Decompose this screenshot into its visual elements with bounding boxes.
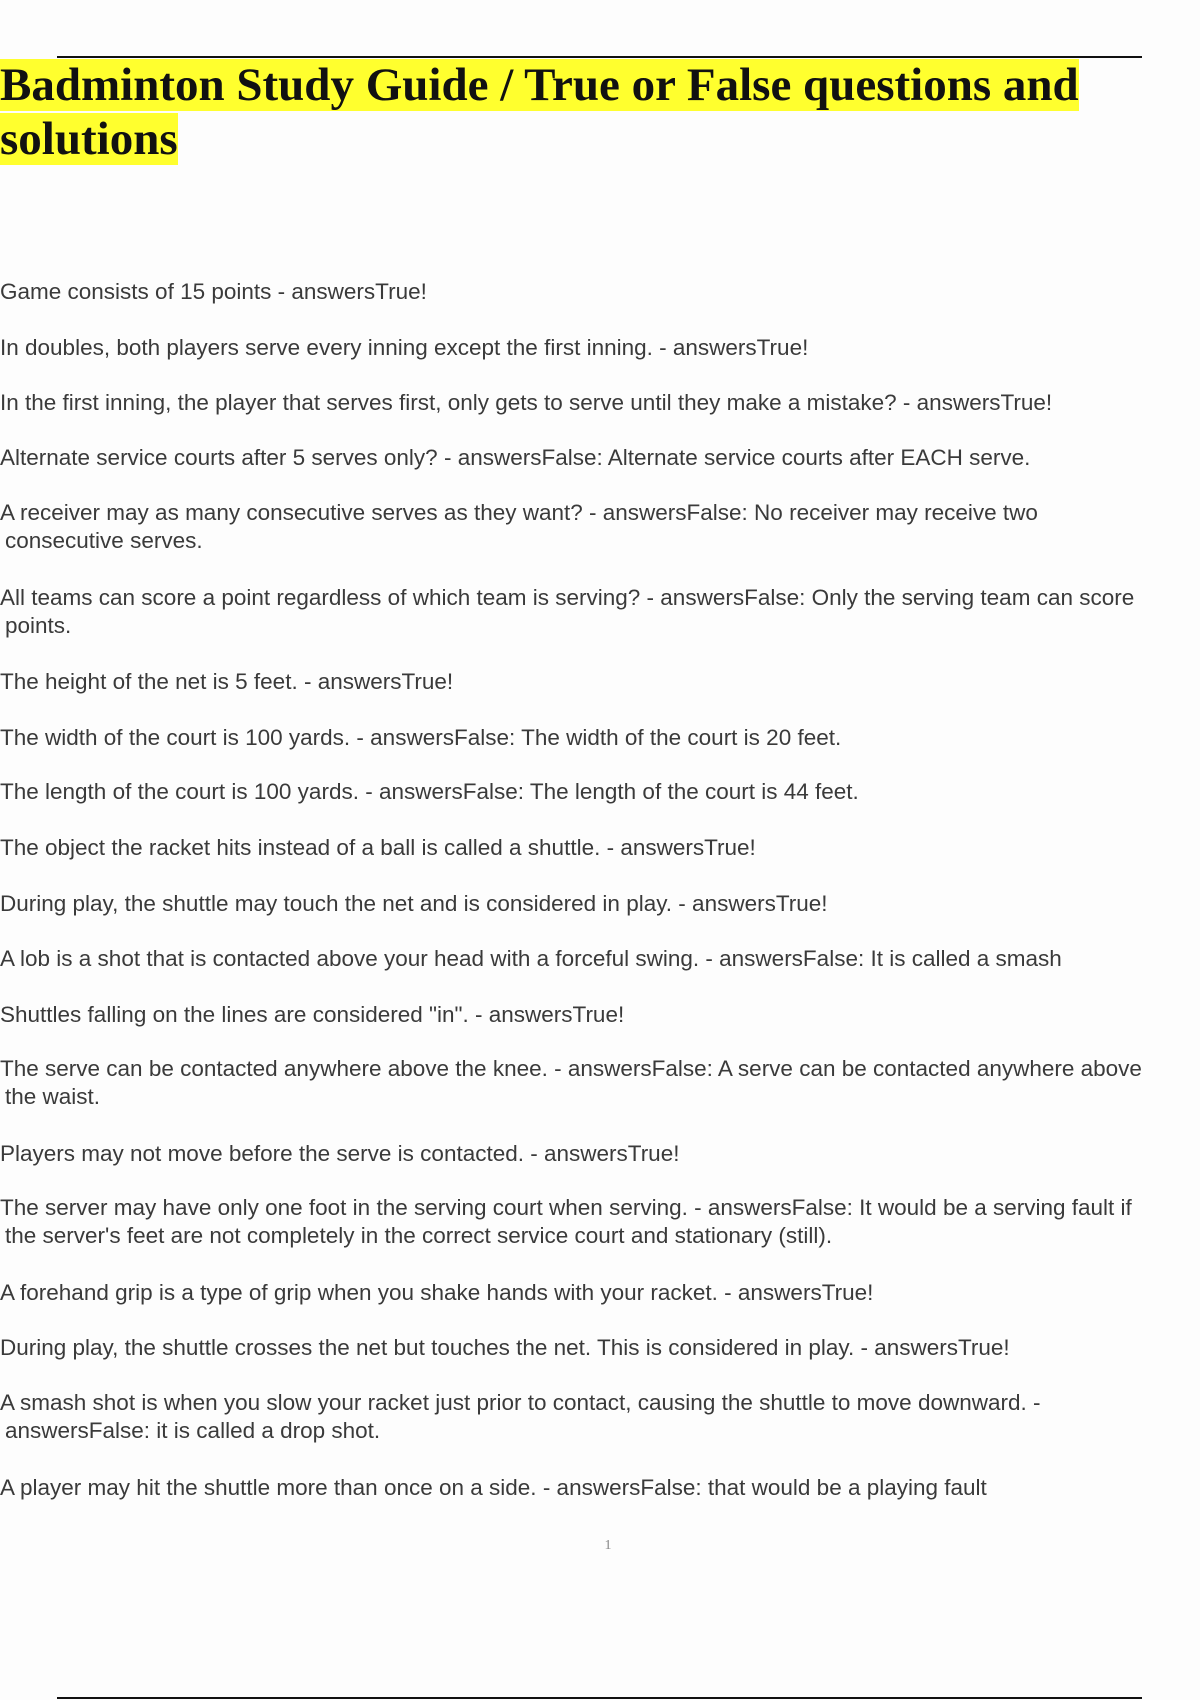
qa-text-line: During play, the shuttle may touch the net and is considered in play. - answersTrue! — [0, 891, 828, 916]
qa-item — [0, 778, 1200, 806]
qa-text-line: Game consists of 15 points - answersTrue! — [0, 279, 427, 304]
qa-item — [0, 278, 1200, 306]
qa-item — [0, 1279, 1200, 1307]
qa-item — [0, 834, 1200, 862]
qa-item — [0, 724, 1200, 752]
qa-text-line: A player may hit the shuttle more than once on a side. - answersFalse: that would be a playing fault — [0, 1475, 987, 1500]
qa-item — [0, 1055, 1200, 1111]
qa-text-line: the server's feet are not completely in the correct service court and stationary (still). — [5, 1223, 833, 1248]
qa-item — [0, 334, 1200, 362]
qa-item — [0, 1140, 1200, 1168]
qa-text-line: During play, the shuttle crosses the net but touches the net. This is considered in play. - answersTrue! — [0, 1335, 1010, 1360]
qa-text-line: The length of the court is 100 yards. - answersFalse: The length of the court is 44 feet. — [0, 779, 859, 804]
qa-item — [0, 1334, 1200, 1362]
page-title — [0, 58, 1150, 166]
qa-item — [0, 1194, 1200, 1250]
qa-text-line: consecutive serves. — [5, 528, 203, 553]
qa-text-line: Shuttles falling on the lines are considered "in". - answersTrue! — [0, 1002, 625, 1027]
qa-text-line: In the first inning, the player that serves first, only gets to serve until they make a mistake? - answersTrue! — [0, 390, 1053, 415]
qa-item — [0, 389, 1200, 417]
qa-text-line: answersFalse: it is called a drop shot. — [5, 1418, 381, 1443]
qa-text-line: The height of the net is 5 feet. - answersTrue! — [0, 669, 454, 694]
qa-text-line: the waist. — [5, 1084, 101, 1109]
qa-item — [0, 1389, 1200, 1445]
qa-text-line: In doubles, both players serve every inning except the first inning. - answersTrue! — [0, 335, 809, 360]
qa-item — [0, 444, 1200, 472]
bottom-rule — [57, 1697, 1142, 1699]
qa-text-line: Players may not move before the serve is contacted. - answersTrue! — [0, 1141, 680, 1166]
qa-item — [0, 1001, 1200, 1029]
qa-text-line: The width of the court is 100 yards. - answersFalse: The width of the court is 20 feet. — [0, 725, 842, 750]
qa-text-line: A smash shot is when you slow your racket just prior to contact, causing the shuttle to move downward. - — [0, 1390, 1041, 1415]
title-highlight: Badminton Study Guide / True or False questions and solutions — [0, 59, 1079, 165]
qa-item — [0, 499, 1200, 555]
qa-text-line: points. — [5, 613, 72, 638]
qa-text-line: All teams can score a point regardless of which team is serving? - answersFalse: Only the serving team can score — [0, 585, 1135, 610]
qa-item — [0, 890, 1200, 918]
qa-item — [0, 668, 1200, 696]
qa-text-line: A receiver may as many consecutive serves as they want? - answersFalse: No receiver may receive two — [0, 500, 1038, 525]
qa-item — [0, 1474, 1200, 1502]
qa-text-line: Alternate service courts after 5 serves only? - answersFalse: Alternate service courts after EACH serve. — [0, 445, 1031, 470]
qa-item — [0, 584, 1200, 640]
page-number: 1 — [604, 1538, 612, 1553]
qa-text-line: The object the racket hits instead of a ball is called a shuttle. - answersTrue! — [0, 835, 756, 860]
qa-text-line: A forehand grip is a type of grip when you shake hands with your racket. - answersTrue! — [0, 1280, 874, 1305]
qa-text-line: A lob is a shot that is contacted above your head with a forceful swing. - answersFalse: It is called a smash — [0, 946, 1062, 971]
qa-item — [0, 945, 1200, 973]
qa-text-line: The serve can be contacted anywhere above the knee. - answersFalse: A serve can be contacted anywhere above — [0, 1056, 1142, 1081]
qa-text-line: The server may have only one foot in the serving court when serving. - answersFalse: It would be a serving fault if — [0, 1195, 1132, 1220]
